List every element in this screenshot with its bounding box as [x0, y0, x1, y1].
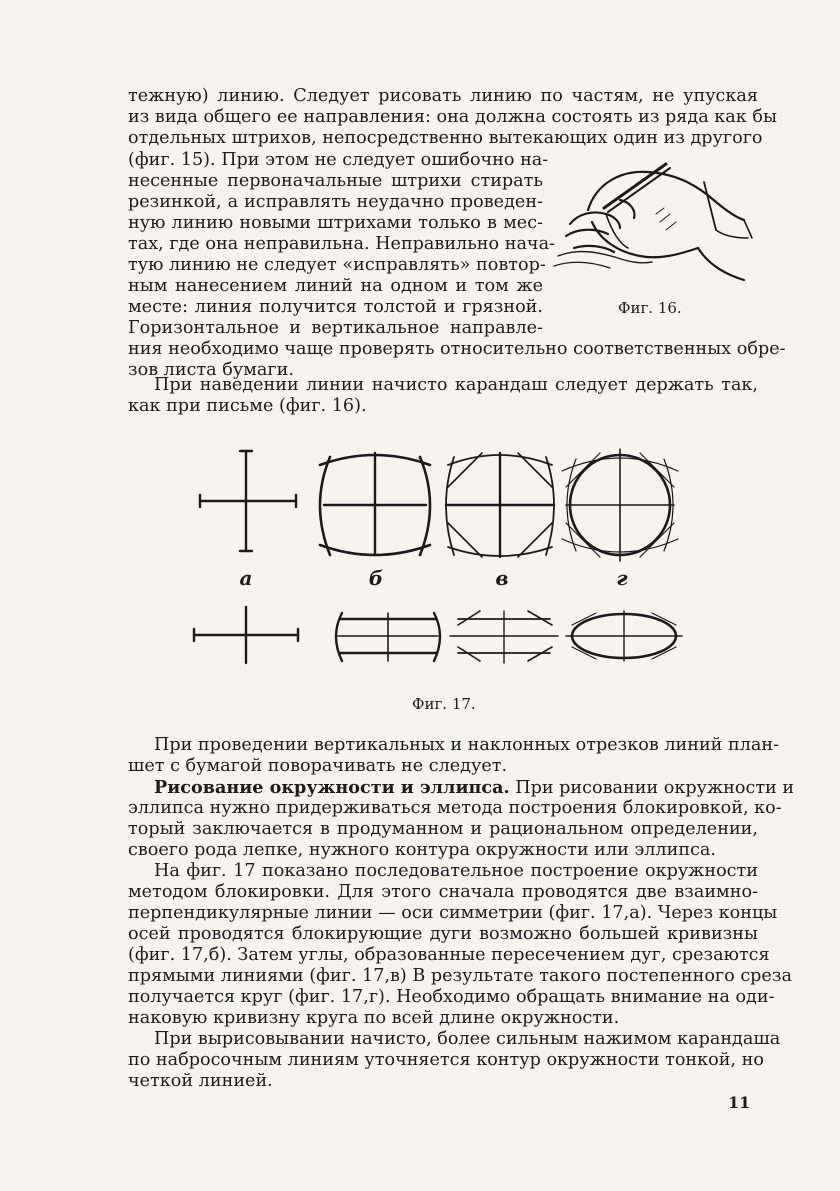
text-line: прямыми линиями (фиг. 17,в) В результате такого постепенного среза	[128, 966, 792, 986]
text-line: При вырисовывании начисто, более сильным нажимом карандаша	[154, 1029, 781, 1049]
text-line	[128, 777, 795, 798]
text-line: ния необходимо чаще проверять относительно соответственных обре-	[128, 339, 786, 359]
text-line: из вида общего ее направления: она должна состоять из ряда как бы	[128, 107, 777, 127]
text-line: ную линию новыми штрихами только в мес-	[128, 213, 543, 233]
text-line: (фиг. 15). При этом не следует ошибочно на-	[128, 150, 549, 170]
text-line: При наведении линии начисто карандаш следует держать так,	[154, 375, 758, 395]
text-line: получается круг (фиг. 17,г). Необходимо обращать внимание на оди-	[128, 987, 775, 1007]
text-line: несенные первоначальные штрихи стирать	[128, 171, 543, 191]
text-line: резинкой, а исправлять неудачно проведен-	[128, 192, 543, 212]
text-line: методом блокировки. Для этого сначала проводятся две взаимно-	[128, 882, 758, 902]
text-line: Горизонтальное и вертикальное направле-	[128, 318, 543, 338]
text-line: своего рода лепке, нужного контура окружности или эллипса.	[128, 840, 716, 860]
text-line: перпендикулярные линии — оси симметрии (фиг. 17,а). Через концы	[128, 903, 778, 923]
text-line: На фиг. 17 показано последовательное построение окружности	[154, 861, 758, 881]
text-line: четкой линией.	[128, 1071, 273, 1091]
text-line: наковую кривизну круга по всей длине окружности.	[128, 1008, 620, 1028]
figure-16-caption: Фиг. 16.	[618, 299, 682, 317]
text-line: тежную) линию. Следует рисовать линию по частям, не упуская	[128, 86, 758, 106]
text-line: зов листа бумаги.	[128, 360, 294, 380]
figure-17-drawing	[180, 435, 700, 695]
text-line: как при письме (фиг. 16).	[128, 396, 367, 416]
text-line: по набросочным линиям уточняется контур окружности тонкой, но	[128, 1050, 764, 1070]
text-line: тую линию не следует «исправлять» повтор-	[128, 255, 546, 275]
text-line: месте: линия получится толстой и грязной.	[128, 297, 543, 317]
figure-17-caption: Фиг. 17.	[412, 695, 476, 713]
hand-drawing-figure	[548, 152, 763, 292]
figure-label-v: в	[495, 566, 509, 590]
text-line: эллипса нужно придерживаться метода построения блокировкой, ко-	[128, 798, 782, 818]
text-line: шет с бумагой поворачивать не следует.	[128, 756, 508, 776]
text-line: (фиг. 17,б). Затем углы, образованные пересечением дуг, срезаются	[128, 945, 770, 965]
text-line: отдельных штрихов, непосредственно вытекающих один из другого	[128, 128, 763, 148]
page-number: 11	[728, 1093, 751, 1112]
figure-label-g: г	[616, 566, 628, 590]
figure-label-a: а	[239, 566, 253, 590]
text-line: тах, где она неправильна. Неправильно нача-	[128, 234, 556, 254]
section-heading: Рисование окружности и эллипса.	[154, 777, 510, 798]
text-line: торый заключается в продуманном и рациональном определении,	[128, 819, 758, 839]
text-line: ным нанесением линий на одном и том же	[128, 276, 543, 296]
figure-label-b: б	[368, 566, 384, 590]
text-line: осей проводятся блокирующие дуги возможно большей кривизны	[128, 924, 758, 944]
text-span: При рисовании окружности и	[509, 778, 795, 798]
text-line: При проведении вертикальных и наклонных отрезков линий план-	[154, 735, 780, 755]
